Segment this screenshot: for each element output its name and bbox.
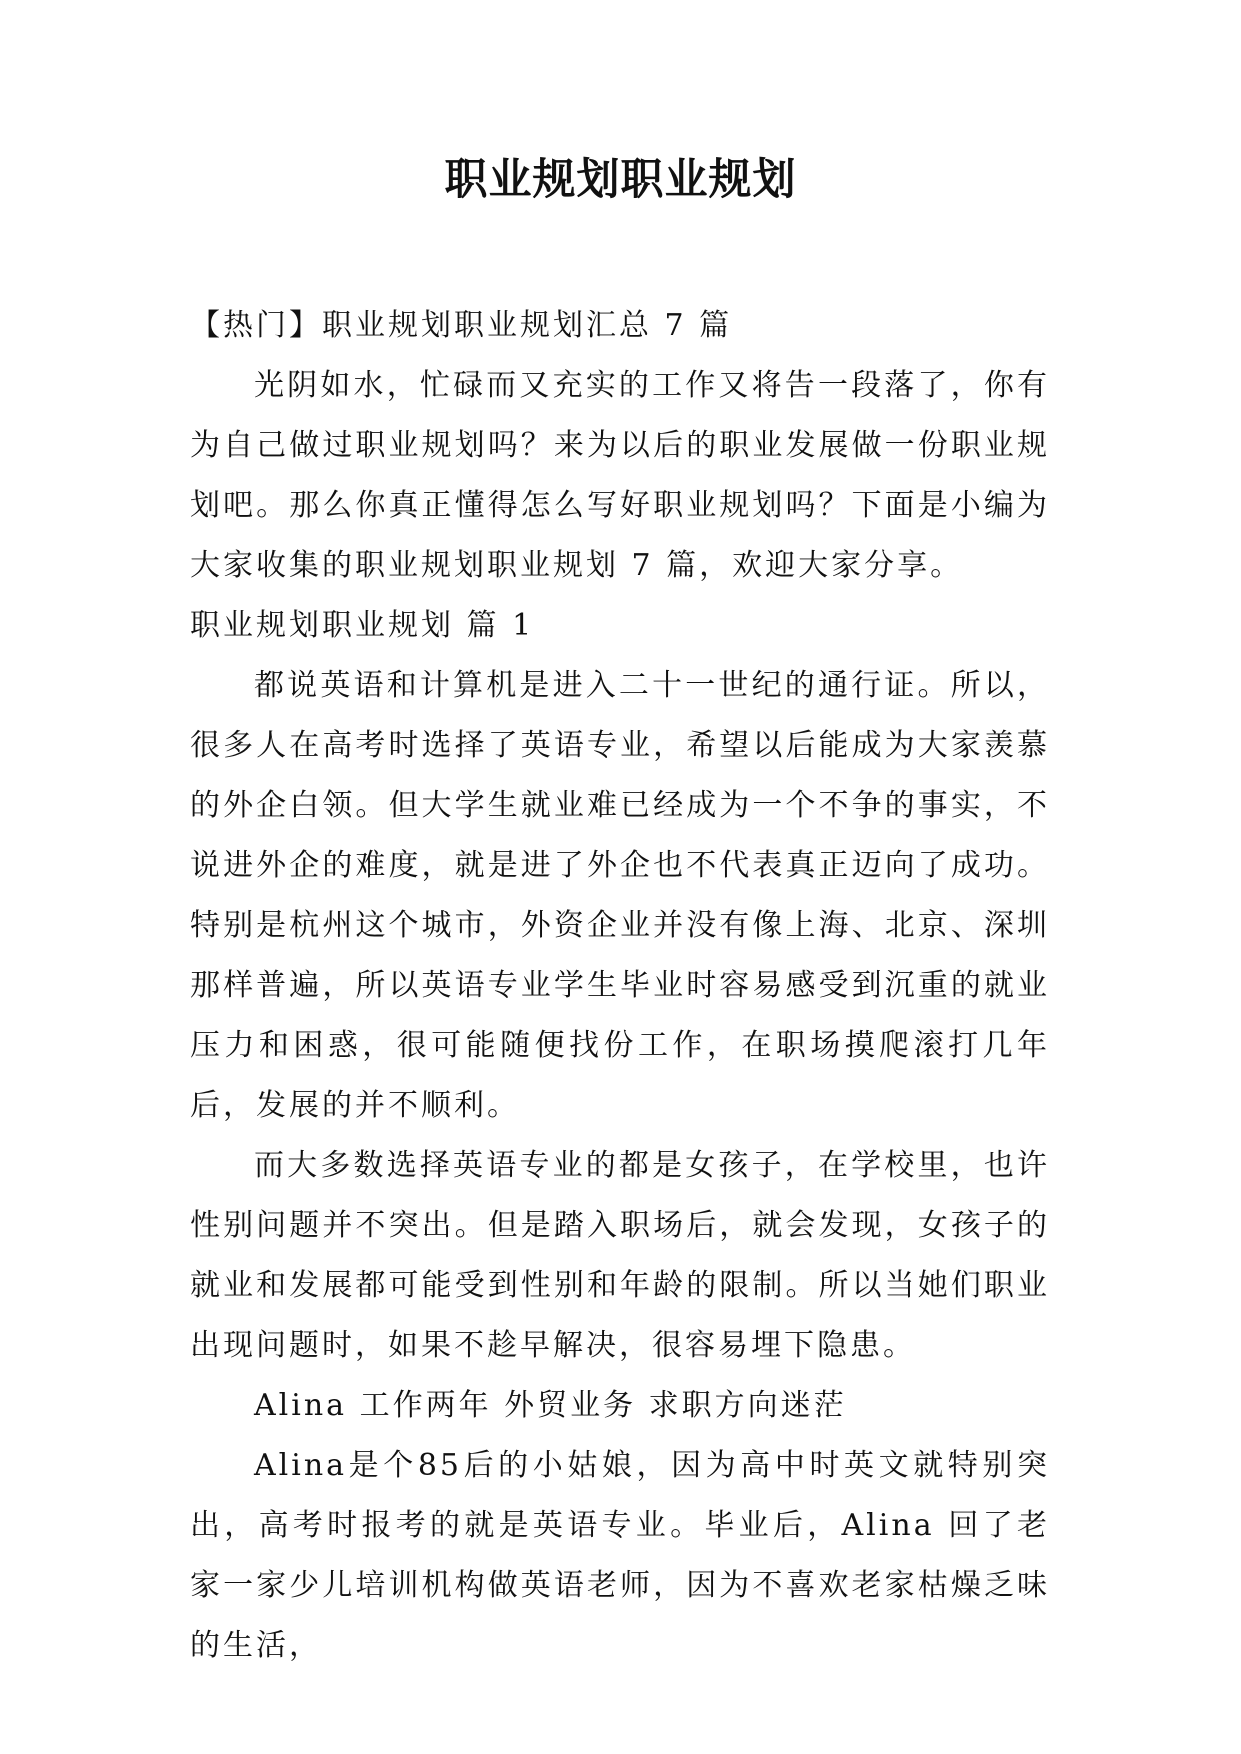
body-paragraph: 都说英语和计算机是进入二十一世纪的通行证。所以，很多人在高考时选择了英语专业，希望以后能成为大家羡慕的外企白领。但大学生就业难已经成为一个不争的事实，不说进外企的难度，就是进了外企也不代表真正迈向了成功。特别是杭州这个城市，外资企业并没有像上海、北京、深圳那样普遍，所以英语专业学生毕业时容易感受到沉重的就业压力和困惑，很可能随便找份工作，在职场摸爬滚打几年后，发展的并不顺利。 bbox=[190, 668, 1050, 1123]
body-paragraph: Alina是个85后的小姑娘，因为高中时英文就特别突出，高考时报考的就是英语专业。毕业后，Alina 回了老家一家少儿培训机构做英语老师，因为不喜欢老家枯燥乏味的生活， bbox=[190, 1448, 1050, 1663]
intro-paragraph: 光阴如水，忙碌而又充实的工作又将告一段落了，你有为自己做过职业规划吗？来为以后的职业发展做一份职业规划吧。那么你真正懂得怎么写好职业规划吗？下面是小编为大家收集的职业规划职业规划 7 篇，欢迎大家分享。 bbox=[190, 368, 1050, 583]
case-subheading: Alina 工作两年 外贸业务 求职方向迷茫 bbox=[254, 1388, 847, 1423]
document-body bbox=[190, 296, 1050, 1676]
body-paragraph: 而大多数选择英语专业的都是女孩子，在学校里，也许性别问题并不突出。但是踏入职场后，就会发现，女孩子的就业和发展都可能受到性别和年龄的限制。所以当她们职业出现问题时，如果不趁早解决，很容易埋下隐患。 bbox=[190, 1148, 1050, 1363]
section-heading: 职业规划职业规划 篇 1 bbox=[190, 608, 535, 643]
document-title: 职业规划职业规划 bbox=[444, 155, 797, 205]
article-intro-line: 【热门】职业规划职业规划汇总 7 篇 bbox=[190, 308, 733, 343]
